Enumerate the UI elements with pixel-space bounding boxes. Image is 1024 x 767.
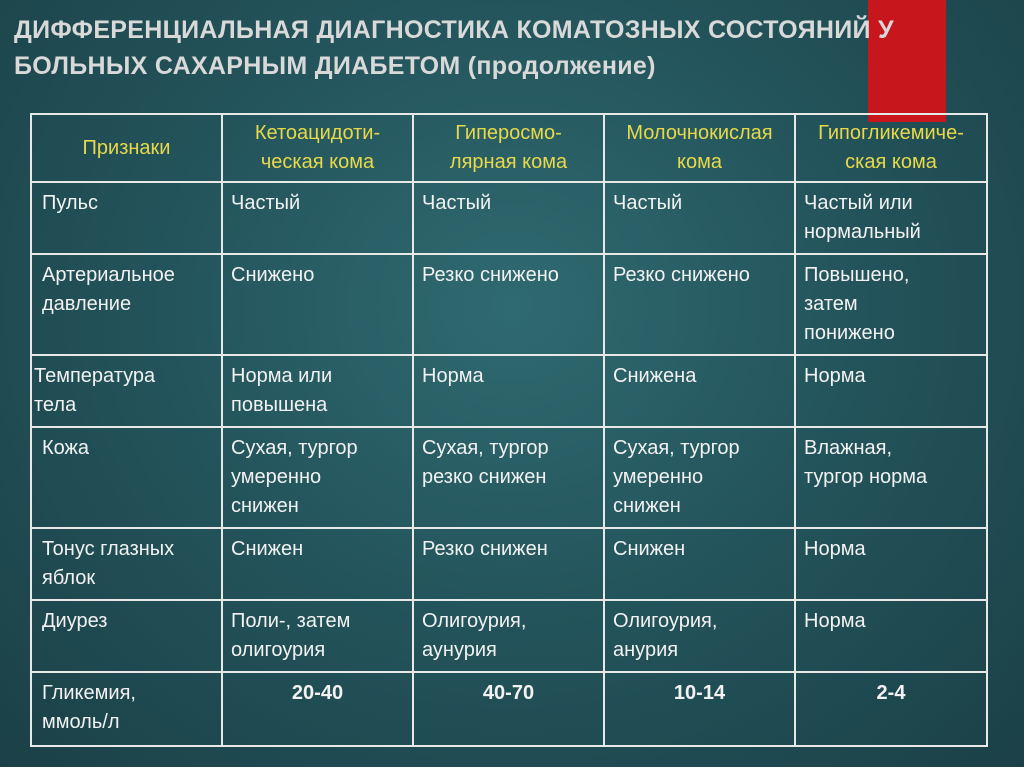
table-cell: Резко снижен [413, 528, 604, 600]
row-label-skin: Кожа [31, 427, 222, 528]
comparison-table [30, 113, 988, 747]
table-cell: Снижен [222, 528, 413, 600]
row-label-body-temperature: Температура тела [31, 355, 222, 427]
table-cell: Поли-, затем олигоурия [222, 600, 413, 672]
table-cell: Норма [795, 528, 987, 600]
table-cell-number: 20-40 [222, 672, 413, 746]
table-cell: Сухая, тургор резко снижен [413, 427, 604, 528]
row-label-eyeball-tone: Тонус глазных яблок [31, 528, 222, 600]
table-row [31, 600, 987, 672]
table-header-row [31, 114, 987, 182]
table-cell: Норма или повышена [222, 355, 413, 427]
slide-title [14, 12, 1004, 84]
title-line-2: БОЛЬНЫХ САХАРНЫМ ДИАБЕТОМ (продолжение) [14, 52, 656, 80]
header-hyperosmolar: Гиперосмо- лярная кома [413, 114, 604, 182]
table-cell: Влажная, тургор норма [795, 427, 987, 528]
table-cell: Норма [795, 600, 987, 672]
title-line-1: ДИФФЕРЕНЦИАЛЬНАЯ ДИАГНОСТИКА КОМАТОЗНЫХ СОСТОЯНИЙ У [14, 16, 894, 44]
table-cell-number: 10-14 [604, 672, 795, 746]
table-cell-number: 2-4 [795, 672, 987, 746]
table-row [31, 528, 987, 600]
row-label-blood-pressure: Артериальное давление [31, 254, 222, 355]
table-cell: Частый [413, 182, 604, 254]
header-lactic-acidosis: Молочнокислая кома [604, 114, 795, 182]
table-cell: Олигоурия, анурия [604, 600, 795, 672]
table-cell: Частый [222, 182, 413, 254]
table-cell: Частый [604, 182, 795, 254]
table-cell: Частый или нормальный [795, 182, 987, 254]
table-cell: Резко снижено [413, 254, 604, 355]
table-cell: Снижена [604, 355, 795, 427]
table-cell: Норма [413, 355, 604, 427]
table-cell: Олигоурия, аунурия [413, 600, 604, 672]
table-cell: Сухая, тургор умеренно снижен [604, 427, 795, 528]
table-cell-number: 40-70 [413, 672, 604, 746]
table-row [31, 355, 987, 427]
table-cell: Резко снижено [604, 254, 795, 355]
table-cell: Снижено [222, 254, 413, 355]
table-row [31, 672, 987, 746]
table-cell: Сухая, тургор умеренно снижен [222, 427, 413, 528]
table-row [31, 254, 987, 355]
table-cell: Норма [795, 355, 987, 427]
table-row [31, 427, 987, 528]
row-label-pulse: Пульс [31, 182, 222, 254]
row-label-diuresis: Диурез [31, 600, 222, 672]
table-cell: Снижен [604, 528, 795, 600]
header-signs: Признаки [31, 114, 222, 182]
header-hypoglycemic: Гипогликемиче- ская кома [795, 114, 987, 182]
row-label-glycemia: Гликемия, ммоль/л [31, 672, 222, 746]
header-ketoacidotic: Кетоацидоти- ческая кома [222, 114, 413, 182]
table-cell: Повышено, затем понижено [795, 254, 987, 355]
table-row [31, 182, 987, 254]
